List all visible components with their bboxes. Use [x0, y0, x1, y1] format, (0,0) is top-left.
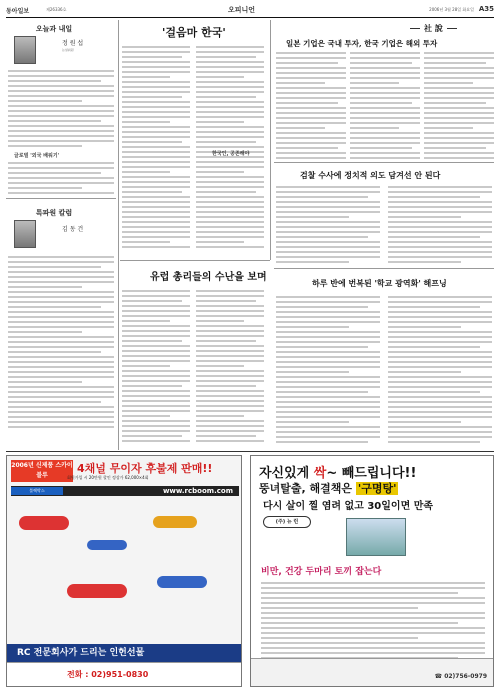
lower-body-1	[122, 290, 190, 445]
section-title: 오피니언	[228, 5, 256, 14]
divider	[274, 268, 494, 269]
ad-phone: ☎ 02)756-0979	[434, 673, 487, 680]
column-subhead: 글로벌 '외국 배워기'	[14, 153, 60, 159]
column-title: 오늘과 내일	[35, 24, 73, 33]
guest-body	[8, 256, 114, 431]
helicopter-image	[19, 516, 69, 530]
ad-banner: RC 전문회사가 드리는 인헌선물	[7, 644, 242, 662]
newspaper-logo: 동아일보	[6, 8, 30, 15]
columnist-name: 정 원 섭	[62, 40, 84, 47]
editorial-body-3b	[388, 296, 492, 446]
columnist-affiliation: 논설위원	[62, 48, 74, 52]
ad-phone: 전화 : 02)951-0830	[7, 662, 242, 686]
editorial-tag: 社 說	[424, 23, 443, 33]
ad-tagline: 다시 살이 찔 염려 없고 30일이면 만족	[263, 501, 434, 512]
column-body	[8, 70, 114, 150]
divider	[6, 198, 116, 199]
divider	[120, 260, 270, 261]
helicopter-image	[87, 540, 127, 550]
ad-divider	[6, 451, 494, 452]
ad-footer	[251, 658, 494, 686]
publish-date: 2006년 3월 28일 화요일	[429, 7, 474, 12]
brand-name: '구명탕'	[357, 482, 397, 495]
editorial-body-2a	[276, 186, 380, 266]
issue-number: 제26336호	[46, 7, 67, 12]
main-subhead: 한국인, 공존해야	[212, 151, 250, 157]
ad-body	[261, 582, 485, 662]
column-divider	[118, 20, 119, 450]
ad-year-badge: 2006년 신제품 스카이블루	[11, 460, 73, 482]
header-rule	[6, 17, 494, 18]
guest-photo	[14, 220, 36, 248]
ad-headline: 자신있게 싹~ 빼드립니다!!	[259, 466, 417, 481]
divider	[274, 162, 494, 163]
helicopter-image	[67, 584, 127, 598]
main-column-title: '걸음마 한국'	[162, 26, 226, 39]
company-logo: (주) 뉴 런	[263, 516, 311, 528]
guest-column-title: 특파원 칼럼	[35, 208, 73, 217]
lower-body-2	[196, 290, 264, 445]
rc-helicopter-ad[interactable]	[6, 455, 242, 687]
ad-subheadline: 뚱녀탈출, 해결책은 '구명탕'	[259, 482, 397, 495]
ad-slogan: 비만, 건강 두마리 토끼 잡는다	[261, 567, 382, 577]
editorial-body-2b	[388, 186, 492, 266]
editorial-title-2: 검찰 수사에 정치적 의도 담겨선 안 된다	[300, 170, 441, 180]
main-body-2	[196, 46, 264, 251]
editorial-body-1a	[276, 52, 346, 162]
editorial-body-3a	[276, 296, 380, 446]
helicopter-image	[157, 576, 207, 588]
ad-badge: 불랙박스	[11, 487, 63, 495]
column-body-2	[8, 162, 114, 197]
editorial-title-3: 하루 반에 번복된 '학교 광역화' 해프닝	[312, 278, 447, 288]
lower-column-title: 유럽 총리들의 수난을 보며	[150, 272, 267, 283]
helicopter-image	[153, 516, 197, 528]
column-divider-2	[270, 20, 271, 260]
ad-subtext: 회원가입 시 20만원 할인 정상가 62,000×4회	[67, 475, 149, 480]
diet-ad[interactable]	[250, 455, 494, 687]
columnist-photo	[14, 36, 36, 64]
guest-name: 김 동 건	[62, 226, 84, 233]
ad-headline: 4채널 무이자 후불제 판매!!	[77, 462, 213, 475]
ad-url[interactable]: www.rcboom.com	[162, 487, 233, 495]
product-image	[346, 518, 406, 556]
editorial-body-1b	[350, 52, 420, 162]
main-body-1	[122, 46, 190, 251]
editorial-body-1c	[424, 52, 494, 162]
editorial-title-1: 일본 기업은 국내 투자, 한국 기업은 해외 투자	[286, 39, 438, 48]
masthead	[6, 4, 494, 16]
page-number: A35	[478, 5, 494, 13]
